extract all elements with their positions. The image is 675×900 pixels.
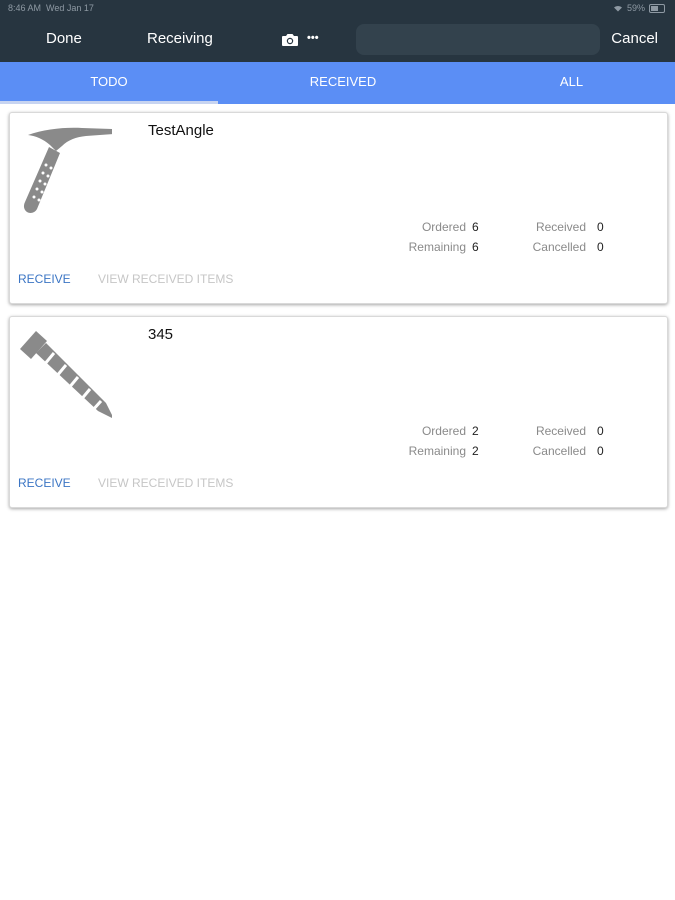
search-input[interactable] <box>356 24 600 55</box>
item-name: 345 <box>148 326 174 343</box>
screw-icon <box>16 323 112 423</box>
cancelled-value: 0 <box>597 240 604 254</box>
receiving-item-card <box>9 316 668 508</box>
tab-selected-indicator <box>0 101 218 104</box>
view-received-items-button[interactable]: VIEW RECEIVED ITEMS <box>98 476 234 490</box>
status-time: 8:46 AM <box>8 3 42 13</box>
tab-todo[interactable]: TODO <box>90 74 128 89</box>
status-time-date <box>8 3 94 13</box>
nav-bar <box>0 0 675 62</box>
more-icon[interactable]: ••• <box>307 32 319 44</box>
status-bar <box>0 0 675 18</box>
remaining-label: Remaining <box>408 240 466 254</box>
cancelled-value: 0 <box>597 444 604 458</box>
hammer-icon <box>16 119 112 219</box>
status-indicators <box>613 3 665 13</box>
receive-button[interactable]: RECEIVE <box>18 476 71 490</box>
remaining-value: 6 <box>472 240 479 254</box>
cancelled-label: Cancelled <box>532 240 586 254</box>
received-label: Received <box>535 220 586 234</box>
ordered-value: 2 <box>472 424 479 438</box>
cancelled-label: Cancelled <box>532 444 586 458</box>
receive-button[interactable]: RECEIVE <box>18 272 71 286</box>
done-button[interactable]: Done <box>46 30 82 47</box>
received-label: Received <box>535 424 586 438</box>
tab-bar <box>0 62 675 104</box>
received-value: 0 <box>597 424 604 438</box>
camera-icon[interactable] <box>281 33 299 47</box>
page-title: Receiving <box>147 30 213 47</box>
tab-received[interactable]: RECEIVED <box>309 74 377 89</box>
remaining-label: Remaining <box>408 444 466 458</box>
cancel-button[interactable]: Cancel <box>611 30 658 47</box>
remaining-value: 2 <box>472 444 479 458</box>
received-value: 0 <box>597 220 604 234</box>
item-name: TestAngle <box>148 122 214 139</box>
tab-all[interactable]: ALL <box>559 74 584 89</box>
ordered-label: Ordered <box>421 424 466 438</box>
battery-percent: 59% <box>626 3 645 13</box>
wifi-icon <box>613 4 623 12</box>
ordered-value: 6 <box>472 220 479 234</box>
status-date: Wed Jan 17 <box>46 3 94 13</box>
view-received-items-button[interactable]: VIEW RECEIVED ITEMS <box>98 272 234 286</box>
battery-icon <box>649 4 665 13</box>
ordered-label: Ordered <box>421 220 466 234</box>
receiving-item-card <box>9 112 668 304</box>
